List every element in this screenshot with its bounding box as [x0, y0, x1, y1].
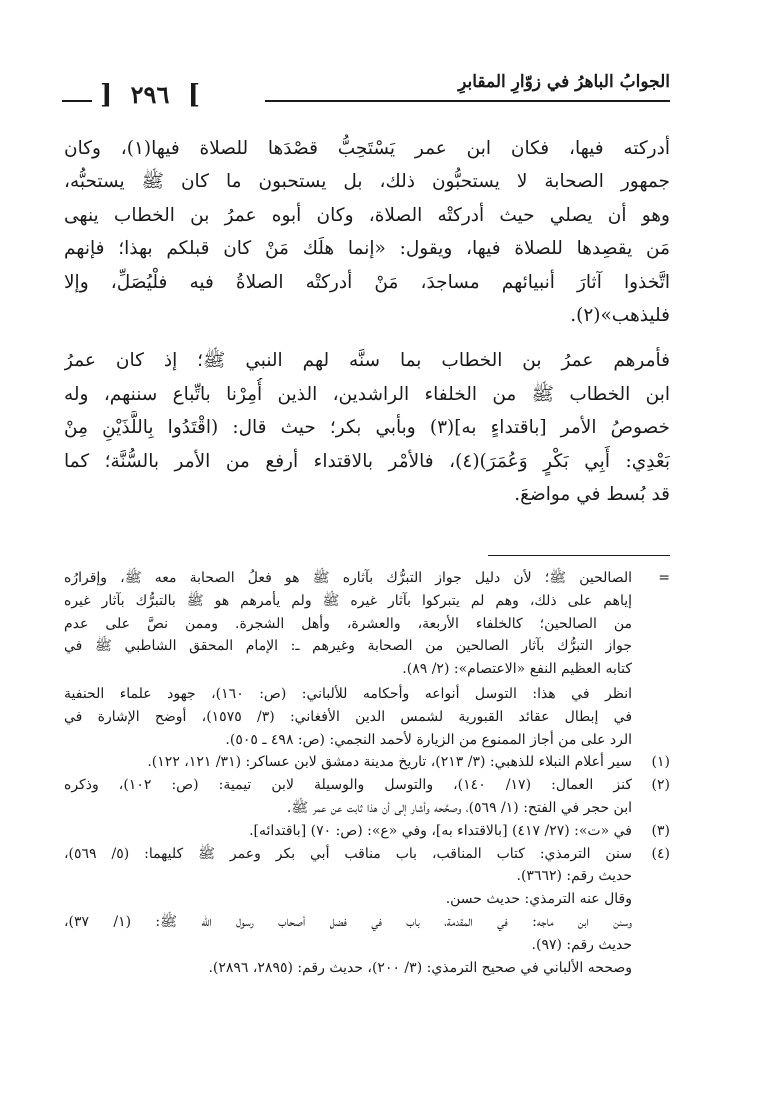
text-line: فليذهب»(٢).	[570, 305, 670, 327]
footnote-line: جواز التبرُّك بآثار الصالحين من الصحابة وغيرهم ـ: الإمام المحقق الشاطبي ﷺ في	[64, 638, 632, 655]
footnotes	[64, 567, 670, 979]
footnote-1	[64, 751, 670, 774]
footnote-line: حديث رقم: (٩٧).	[531, 936, 632, 953]
paragraph-2	[64, 344, 670, 511]
header-rule	[265, 100, 670, 102]
footnote-continuation-mark: =	[658, 570, 670, 586]
footnote-line: سنن الترمذي: كتاب المناقب، باب مناقب أبي بكر وعمر ﷺ كليهما: (٥/ ٥٦٩)،	[64, 845, 632, 862]
text-line: فأمرهم عمرُ بن الخطاب بما سنَّه لهم النبي ﷺ؛ إذ كان عمرُ	[64, 350, 670, 372]
text-line: اتَّخذوا آثارَ أنبيائهم مساجدَ، مَنْ أدركتْه الصلاةُ فيه فلْيُصَلِّ، وإلا	[64, 271, 670, 293]
footnote-4	[64, 843, 670, 889]
page-number-bracket-right: ]	[187, 80, 200, 110]
footnote-line: حديث رقم: (٣٦٦٢).	[516, 868, 632, 885]
running-header	[62, 66, 670, 110]
footnote-line: الرد على من أجاز الممنوع من الزيارة لأحمد النجمي: (ص: ٤٩٨ ـ ٥٠٥).	[225, 731, 632, 748]
footnote-see-also	[64, 683, 670, 751]
footnote-4-continued	[64, 888, 670, 979]
page-number: ٢٩٦	[130, 80, 170, 109]
text-line: مَن يقصِدها للصلاة فيها، ويقول: «إنما هلَك مَنْ كان قبلكم بهذا؛ فإنهم	[64, 238, 670, 260]
footnote-number: (١)	[651, 754, 670, 771]
footnote-line: من الصالحين؛ كالخلفاء الأربعة، والعشرة، وأهل الشجرة. وممن نصَّ على عدم	[64, 615, 632, 632]
footnote-line: في إبطال عقائد القبورية لشمس الدين الأفغاني: (٣/ ١٥٧٥)، أوضح الإشارة في	[64, 708, 632, 725]
footnote-number: (٤)	[651, 845, 670, 862]
footnote-line: انظر في هذا: التوسل أنواعه وأحكامه للألباني: (ص: ١٦٠)، جهود علماء الحنفية	[64, 685, 632, 702]
footnote-line: إياهم على ذلك، وهم لم يتبركوا بآثار غيره ﷺ ولم يأمرهم هو ﷺ بالتبرُّك بآثار غيره	[64, 592, 632, 609]
text-line: ابن الخطاب ﷺ من الخلفاء الراشدين، الذين أُمِرْنا باتِّباع سننهم، وله	[64, 383, 670, 405]
text-line: بَعْدِي: أَبِي بَكْرٍ وَعُمَرَ)(٤)، فالأمْر بالاقتداء أرفع من الأمر بالسُّنَّة؛ كما	[64, 450, 670, 472]
footnote-number: (٣)	[651, 822, 670, 839]
main-text	[64, 132, 670, 511]
paragraph-1	[64, 132, 670, 332]
footnote-line: ابن حجر في الفتح: (١/ ٥٦٩)، وصحَّحه وأشار إلى أن هذا ثابت عن عمر ﷺ.	[286, 799, 632, 816]
footnote-number: (٢)	[651, 777, 670, 794]
header-rule-left	[62, 100, 92, 102]
footnote-line: الصالحين ﷺ؛ لأن دليل جواز التبرُّك بآثاره ﷺ هو فعلُ الصحابة معه ﷺ، وإقرارُه	[64, 570, 632, 586]
text-line: خصوصُ الأمر [باقتداءٍ به](٣) وبأبي بكر؛ حيث قال: (اقْتَدُوا بِاللَّذَيْنِ مِنْ	[64, 417, 670, 439]
footnote-continued	[64, 567, 670, 681]
text-line: أدركته فيها، فكان ابن عمر يَسْتَحِبُّ قصْدَها للصلاة فيها(١)، وكان	[64, 138, 670, 159]
footnote-line: كنز العمال: (١٧/ ١٤٠)، والتوسل والوسيلة لابن تيمية: (ص: ١٠٢)، وذكره	[64, 777, 632, 794]
footnote-line: كتابه العظيم النفع «الاعتصام»: (٢/ ٨٩).	[402, 661, 632, 678]
footnote-line: وصححه الألباني في صحيح الترمذي: (٣/ ٢٠٠)، حديث رقم: (٢٨٩٥، ٢٨٩٦).	[208, 959, 632, 976]
page-number-box	[100, 78, 200, 110]
text-line: وهو أن يصلي حيث أدركتْه الصلاة، وكان أبوه عمرُ بن الخطاب ينهى	[64, 204, 670, 226]
footnote-line: وسنن ابن ماجه: في المقدمة، باب في فضل أصحاب رسول الله ﷺ: (١/ ٣٧)،	[64, 913, 632, 930]
text-line: جمهور الصحابة لا يستحبُّون ذلك، بل يستحبون ما كان ﷺ يستحبُّه،	[64, 171, 670, 193]
footnote-line: وقال عنه الترمذي: حديث حسن.	[445, 891, 632, 908]
footnote-line: في «ت»: (٢٧/ ٤١٧) [بالاقتداء به]، وفي «ع»: (ص: ٧٠) [باقتدائه].	[249, 822, 632, 839]
footnote-line: سير أعلام النبلاء للذهبي: (٣/ ٢١٣)، تاريخ مدينة دمشق لابن عساكر: (٣١/ ١٢١، ١٢٢).	[147, 754, 632, 771]
book-title: الجوابُ الباهرُ في زوّارِ المقابرِ	[458, 72, 670, 92]
text-line: قد بُسط في مواضعَ.	[514, 484, 670, 506]
footnote-divider	[488, 555, 670, 556]
footnote-3	[64, 820, 670, 843]
page-number-bracket-left: [	[100, 80, 113, 110]
footnote-2	[64, 774, 670, 820]
